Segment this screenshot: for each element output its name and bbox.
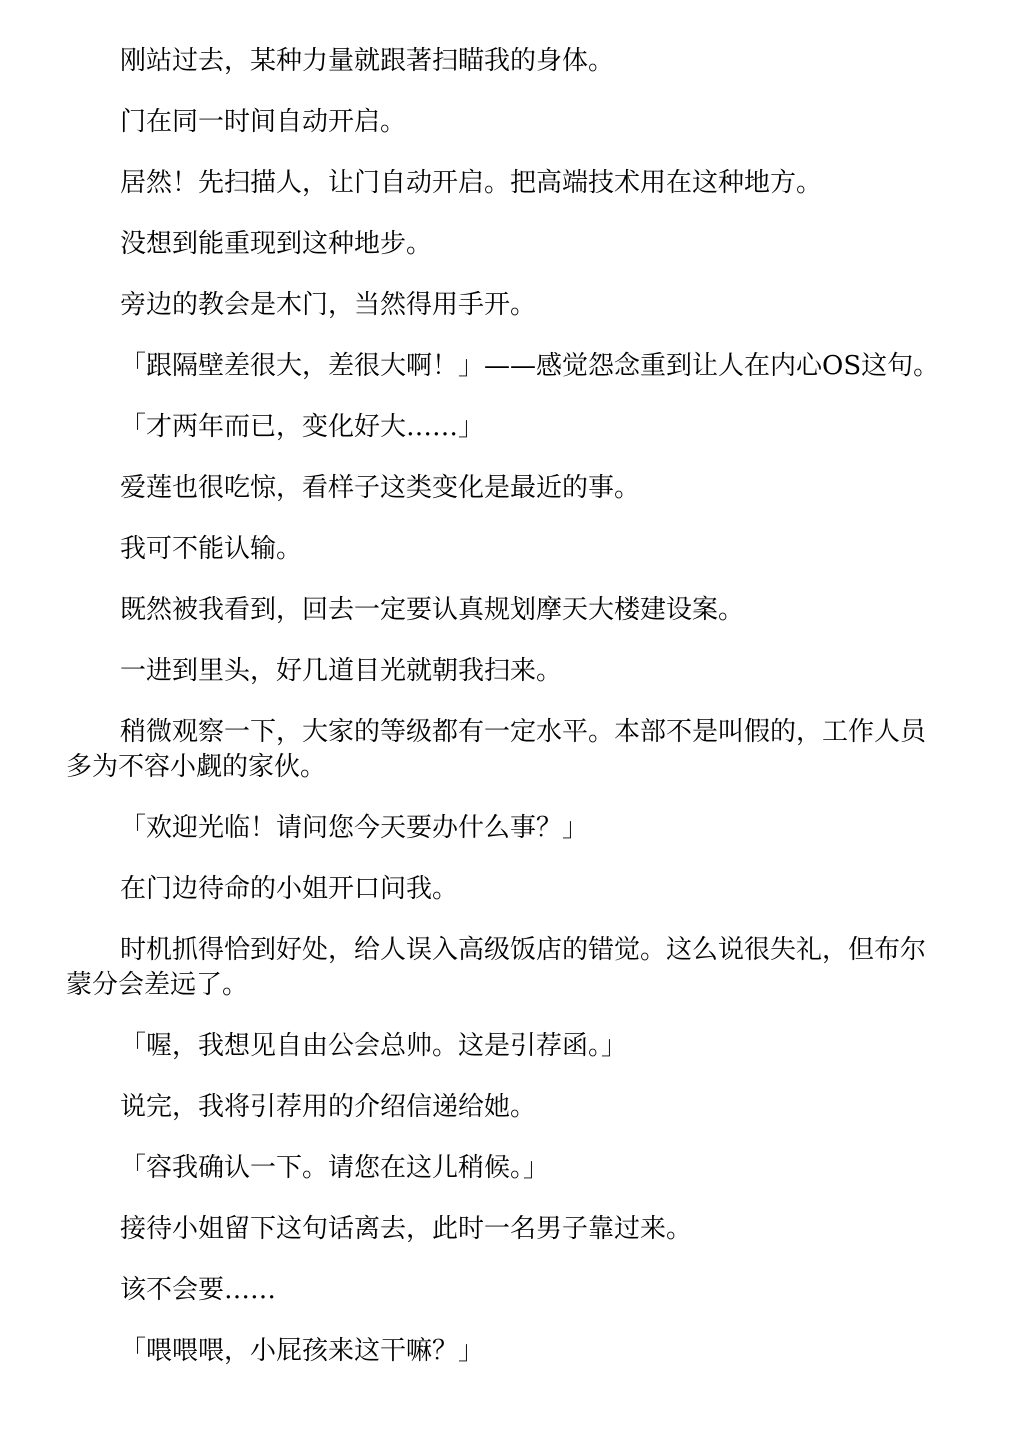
paragraph: 稍微观察一下，大家的等级都有一定水平。本部不是叫假的，工作人员多为不容小觑的家伙。 [66, 717, 927, 782]
paragraph: 旁边的教会是木门，当然得用手开。 [120, 290, 537, 320]
paragraph: 爱莲也很吃惊，看样子这类变化是最近的事。 [120, 473, 641, 503]
paragraph: 没想到能重现到这种地步。 [120, 229, 433, 259]
paragraph: 门在同一时间自动开启。 [120, 107, 407, 137]
paragraph: 「喔，我想见自由公会总帅。这是引荐函。」 [120, 1031, 628, 1061]
paragraph: 在门边待命的小姐开口问我。 [120, 874, 459, 904]
paragraph: 「容我确认一下。请您在这儿稍候。」 [120, 1153, 550, 1183]
paragraph: 「才两年而已，变化好大……」 [120, 412, 485, 442]
paragraph: 该不会要…… [120, 1275, 277, 1305]
paragraph: 刚站过去，某种力量就跟著扫瞄我的身体。 [120, 46, 615, 76]
paragraph: 「跟隔壁差很大，差很大啊！」——感觉怨念重到让人在内心OS这句。 [120, 351, 940, 381]
paragraph: 时机抓得恰到好处，给人误入高级饭店的错觉。这么说很失礼，但布尔蒙分会差远了。 [66, 935, 927, 1000]
paragraph: 「喂喂喂，小屁孩来这干嘛？」 [120, 1336, 485, 1366]
paragraph: 说完，我将引荐用的介绍信递给她。 [120, 1092, 537, 1122]
paragraph: 居然！先扫描人，让门自动开启。把高端技术用在这种地方。 [120, 168, 823, 198]
paragraph: 我可不能认输。 [120, 534, 303, 564]
document-page [66, 44, 946, 1395]
paragraph: 「欢迎光临！请问您今天要办什么事？」 [120, 813, 589, 843]
paragraph: 既然被我看到，回去一定要认真规划摩天大楼建设案。 [120, 595, 745, 625]
paragraph: 接待小姐留下这句话离去，此时一名男子靠过来。 [120, 1214, 693, 1244]
paragraph: 一进到里头，好几道目光就朝我扫来。 [120, 656, 563, 686]
